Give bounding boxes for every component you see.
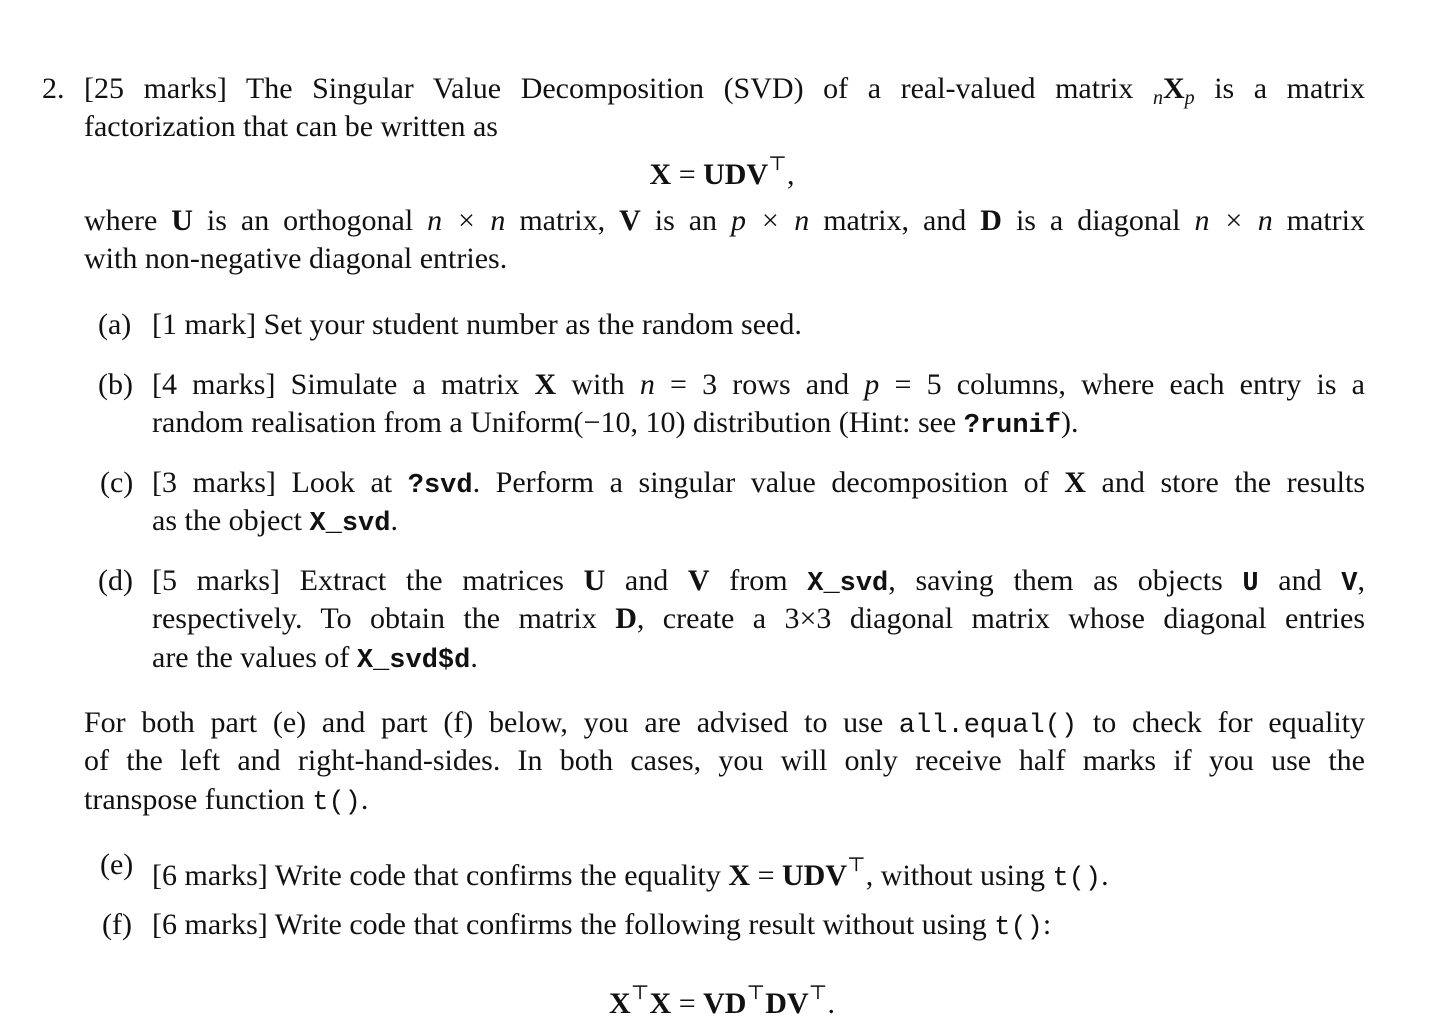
part-c-text: [3 marks] Look at [152, 466, 408, 499]
eq1-equals: = [671, 158, 704, 191]
part-d-code: U [1242, 569, 1259, 599]
part-c-line2 [152, 502, 398, 543]
part-c-text: . Perform a singular value decomposition of [472, 466, 1065, 499]
part-d-label [98, 562, 133, 600]
part-c-text: and store the results [1085, 466, 1366, 499]
advice-line2 [84, 742, 1365, 780]
part-d-text: and [605, 564, 688, 597]
eq2-equals: = [671, 987, 704, 1020]
part-d-text: and [1258, 564, 1342, 597]
eq2-X: X [609, 987, 631, 1020]
part-d-text: respectively. To obtain the matrix [152, 602, 616, 635]
eq2-X: X [649, 987, 672, 1020]
eq2-period: . [827, 987, 835, 1020]
part-e-X: X [728, 859, 751, 892]
part-c-line1 [152, 464, 1365, 505]
part-a-text [152, 306, 802, 344]
part-c-label-text: (c) [100, 466, 134, 499]
part-b-text: = 3 rows and [654, 368, 865, 401]
part-d-text: from [709, 564, 808, 597]
where-text: is an [640, 204, 732, 237]
part-e-content: . [1101, 859, 1109, 892]
advice-line1 [84, 704, 1365, 745]
part-d-label-text: (d) [98, 564, 133, 597]
eq1-rhs: UDV [703, 158, 769, 191]
part-c-code: X_svd [309, 509, 391, 539]
advice-line3 [84, 781, 368, 822]
part-b-line2 [152, 404, 1078, 445]
part-b-n: n [639, 368, 655, 401]
part-b-text: [4 marks] Simulate a matrix [152, 368, 535, 401]
part-f-content: [6 marks] Write code that confirms the following result without using [152, 908, 995, 941]
eq1-comma: , [786, 158, 795, 191]
part-a-content: [1 mark] Set your student number as the random seed. [152, 308, 802, 341]
where-text: is an orthogonal [192, 204, 428, 237]
where-text: is a diagonal [1001, 204, 1195, 237]
where-U: U [171, 204, 193, 237]
part-e-code: t() [1052, 864, 1102, 894]
question-intro-line2 [84, 108, 498, 146]
where-text-2: with non-negative diagonal entries. [84, 242, 508, 275]
part-d-text: . [470, 641, 478, 674]
part-d-V: V [687, 564, 710, 597]
part-e-content: [6 marks] Write code that confirms the equality [152, 859, 729, 892]
part-d-text: , create a 3×3 diagonal matrix whose diagonal entries [636, 602, 1366, 635]
advice-code: t() [312, 788, 361, 818]
advice-text: of the left and right-hand-sides. In both cases, you will only receive half marks if you use the [84, 744, 1365, 777]
part-f-content: : [1042, 908, 1052, 941]
where-V: V [619, 204, 641, 237]
part-d-text: [5 marks] Extract the matrices [152, 564, 584, 597]
matrix-rows-subscript: n [1152, 87, 1163, 109]
where-text: matrix, and [809, 204, 981, 237]
part-b-text: random realisation from a Uniform(−10, 10) distribution (Hint: see [152, 406, 964, 439]
part-b-label [98, 366, 133, 404]
where-line1 [84, 202, 1365, 240]
eq2-transpose: ⊤ [808, 982, 828, 1004]
part-c-text: . [390, 504, 398, 537]
where-text: matrix [1272, 204, 1365, 237]
question-number [42, 70, 65, 108]
eq2-VD: VD [703, 987, 747, 1020]
where-dim-D: n × n [1194, 204, 1273, 237]
part-e-label-text: (e) [100, 848, 134, 881]
eq1-lhs: X [649, 158, 672, 191]
part-e-label [100, 846, 133, 884]
equation-gram [0, 974, 1444, 1023]
matrix-cols-subscript: p [1184, 87, 1195, 109]
question-marks: [25 marks] [84, 72, 227, 105]
part-c-X: X [1064, 466, 1086, 499]
part-b-line1 [152, 366, 1365, 404]
intro-text-2: factorization that can be written as [84, 110, 498, 143]
part-b-code: ?runif [963, 411, 1061, 441]
equation-svd [0, 145, 1444, 194]
part-d-code: V [1341, 569, 1358, 599]
part-f-label [102, 906, 132, 944]
part-a-label [98, 306, 131, 344]
where-D: D [980, 204, 1002, 237]
part-e-transpose: ⊤ [846, 854, 866, 876]
part-e-UDV: UDV [781, 859, 847, 892]
intro-text-end: is a matrix [1194, 72, 1365, 105]
part-b-text: = 5 columns, where each entry is a [879, 368, 1365, 401]
part-c-text: as the object [152, 504, 310, 537]
part-d-text: , saving them as objects [888, 564, 1243, 597]
advice-text: transpose function [84, 783, 313, 816]
part-d-text: are the values of [152, 641, 357, 674]
part-e-content: , without using [865, 859, 1053, 892]
part-d-line1 [152, 562, 1365, 603]
advice-text: For both part (e) and part (f) below, you are advised to use [84, 706, 899, 739]
where-line2 [84, 240, 507, 278]
advice-text: . [360, 783, 369, 816]
intro-text: The Singular Value Decomposition (SVD) of a real-valued matrix [245, 72, 1153, 105]
advice-text: to check for equality [1077, 706, 1366, 739]
part-d-line2 [152, 600, 1365, 638]
advice-code: all.equal() [898, 711, 1078, 741]
part-d-line3 [152, 639, 478, 680]
part-e-text [152, 846, 1109, 898]
part-a-label-text: (a) [98, 308, 132, 341]
part-b-p: p [864, 368, 880, 401]
part-d-code: X_svd [807, 569, 889, 599]
part-d-U: U [583, 564, 606, 597]
where-dim-U: n × n [427, 204, 506, 237]
eq2-transpose: ⊤ [630, 982, 650, 1004]
part-c-label [100, 464, 133, 502]
part-b-text: ). [1060, 406, 1079, 439]
part-b-label-text: (b) [98, 368, 133, 401]
eq1-transpose: ⊤ [768, 153, 787, 175]
eq2-DV: DV [765, 987, 809, 1020]
matrix-X: X [1162, 72, 1185, 105]
part-b-text: with [556, 368, 640, 401]
question-number-text: 2. [42, 72, 65, 105]
part-d-D: D [615, 602, 637, 635]
part-e-equals: = [750, 859, 782, 892]
where-text: matrix, [505, 204, 620, 237]
eq2-transpose: ⊤ [746, 982, 766, 1004]
part-f-text [152, 906, 1051, 947]
part-f-code: t() [994, 913, 1043, 943]
part-c-code: ?svd [407, 471, 473, 501]
part-d-text: , [1357, 564, 1365, 597]
part-b-X: X [534, 368, 557, 401]
where-dim-V: p × n [731, 204, 810, 237]
part-f-label-text: (f) [102, 908, 132, 941]
where-text: where [84, 204, 172, 237]
part-d-code: X_svd$d [356, 646, 471, 676]
